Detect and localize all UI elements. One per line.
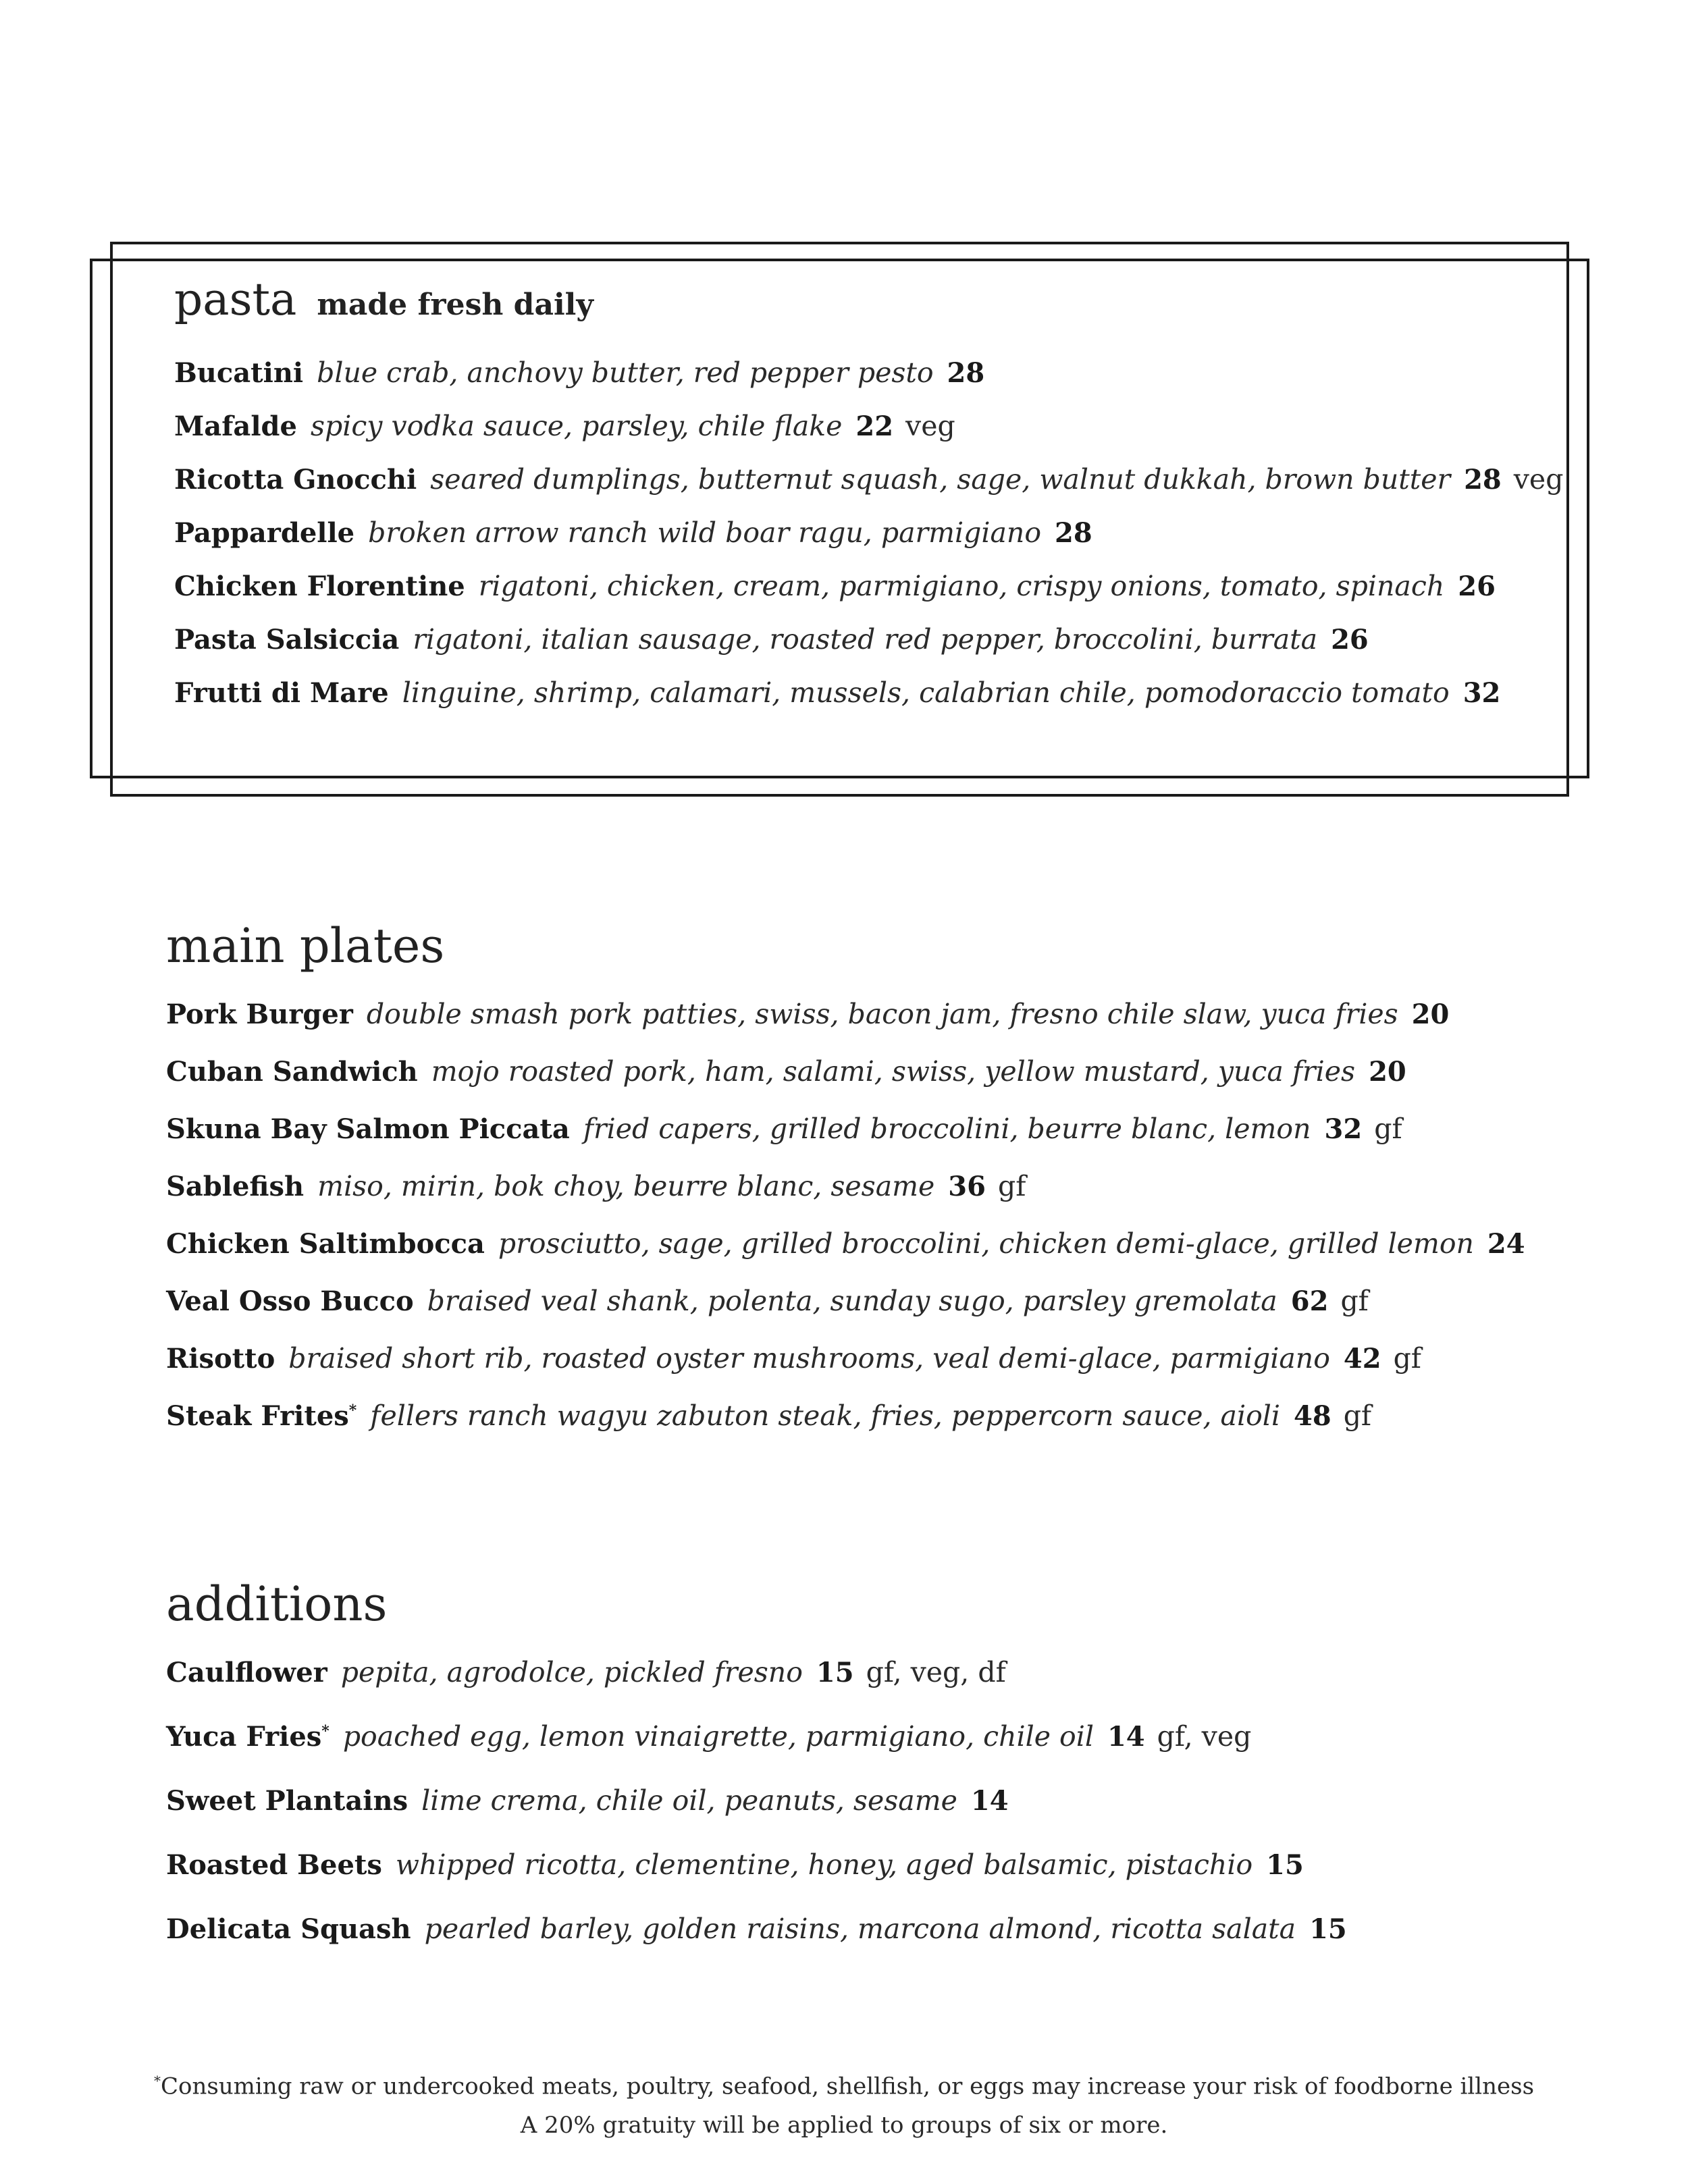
menu-item	[166, 1784, 1347, 1817]
item-name: Pork Burger	[166, 998, 353, 1030]
menu-item	[166, 1720, 1347, 1753]
section-title: main plates	[166, 918, 445, 974]
menu-item	[174, 356, 1563, 389]
item-name: Sweet Plantains	[166, 1785, 408, 1817]
item-name: Delicata Squash	[166, 1913, 411, 1945]
menu-item	[174, 572, 1563, 600]
item-name: Pappardelle	[174, 517, 355, 549]
item-tags: gf, veg, df	[866, 1656, 1006, 1688]
item-description: linguine, shrimp, calamari, mussels, calabrian chile, pomodoraccio tomato	[402, 676, 1450, 709]
menu-item	[166, 1227, 1525, 1260]
menu-item	[166, 1915, 1347, 1943]
item-price: 24	[1487, 1228, 1525, 1260]
item-price: 62	[1290, 1285, 1329, 1317]
item-name: Skuna Bay Salmon Piccata	[166, 1113, 570, 1145]
item-name: Ricotta Gnocchi	[174, 464, 417, 496]
menu-item	[166, 1342, 1525, 1375]
item-price: 20	[1369, 1056, 1406, 1088]
pasta-heading	[174, 273, 1563, 325]
item-name: Veal Osso Bucco	[166, 1285, 414, 1317]
menu-item	[166, 1055, 1525, 1088]
menu-item	[166, 998, 1525, 1030]
raw-warning-asterisk: *	[321, 1722, 329, 1740]
menu-item	[174, 676, 1563, 709]
disclaimer-text: Consuming raw or undercooked meats, poultry, seafood, shellfish, or eggs may increase your risk of foodborne illness	[160, 2073, 1535, 2100]
item-description: prosciutto, sage, grilled broccolini, chicken demi-glace, grilled lemon	[498, 1227, 1474, 1260]
item-name: Mafalde	[174, 410, 297, 442]
menu-item	[166, 1287, 1525, 1315]
item-price: 22	[855, 410, 894, 442]
item-price: 28	[1055, 517, 1092, 549]
menu-item	[166, 1115, 1525, 1143]
item-description: fried capers, grilled broccolini, beurre blanc, lemon	[583, 1113, 1311, 1145]
menu-item	[174, 412, 1563, 440]
item-price: 14	[1107, 1721, 1145, 1753]
item-price: 36	[948, 1171, 986, 1202]
item-tags: gf	[1343, 1400, 1372, 1432]
additions-heading	[166, 1576, 1347, 1632]
menu-item	[166, 1170, 1525, 1202]
item-name: Pasta Salsiccia	[174, 624, 400, 656]
item-name: Risotto	[166, 1343, 275, 1375]
item-name: Roasted Beets	[166, 1849, 382, 1881]
menu-item	[174, 516, 1563, 549]
raw-warning-asterisk: *	[348, 1402, 357, 1420]
item-description: lime crema, chile oil, peanuts, sesame	[421, 1784, 957, 1817]
item-name: Yuca Fries	[166, 1721, 322, 1753]
item-description: pearled barley, golden raisins, marcona almond, ricotta salata	[424, 1913, 1296, 1945]
menu-item	[174, 463, 1564, 496]
item-name: Chicken Saltimbocca	[166, 1228, 485, 1260]
item-description: rigatoni, chicken, cream, parmigiano, crispy onions, tomato, spinach	[478, 570, 1445, 602]
item-price: 14	[970, 1785, 1009, 1817]
item-description: miso, mirin, bok choy, beurre blanc, sesame	[317, 1170, 935, 1202]
item-price: 26	[1458, 570, 1496, 602]
item-description: mojo roasted pork, ham, salami, swiss, yellow mustard, yuca fries	[431, 1055, 1356, 1088]
item-description: pepita, agrodolce, pickled fresno	[340, 1656, 803, 1688]
item-tags: gf	[1340, 1285, 1369, 1317]
item-name: Frutti di Mare	[174, 677, 389, 709]
item-price: 32	[1324, 1113, 1363, 1145]
item-price: 48	[1294, 1400, 1331, 1432]
section-title: additions	[166, 1576, 388, 1632]
menu-item	[166, 1656, 1347, 1688]
item-price: 32	[1462, 677, 1501, 709]
item-name: Chicken Florentine	[174, 570, 465, 602]
item-name: Steak Frites	[166, 1400, 349, 1432]
item-description: blue crab, anchovy butter, red pepper pesto	[317, 356, 934, 389]
foodborne-illness-disclaimer	[0, 2073, 1688, 2100]
item-description: rigatoni, italian sausage, roasted red pepper, broccolini, burrata	[413, 623, 1318, 656]
menu-item	[174, 623, 1563, 656]
section-title: pasta	[174, 273, 297, 325]
main-plates-heading	[166, 918, 1525, 974]
item-description: whipped ricotta, clementine, honey, aged balsamic, pistachio	[395, 1848, 1253, 1881]
additions-section	[166, 1576, 1347, 1943]
item-price: 28	[1464, 464, 1502, 496]
menu-item	[166, 1402, 1525, 1430]
item-price: 42	[1343, 1343, 1381, 1375]
item-name: Sablefish	[166, 1171, 305, 1202]
footnote-asterisk: *	[153, 2073, 161, 2089]
item-tags: gf	[1393, 1342, 1421, 1375]
main-plates-list	[166, 998, 1525, 1432]
item-description: poached egg, lemon vinaigrette, parmigiano, chile oil	[342, 1720, 1094, 1753]
main-plates-section	[166, 918, 1525, 1430]
item-tags: veg	[905, 410, 955, 442]
gratuity-notice: A 20% gratuity will be applied to groups of six or more.	[520, 2112, 1168, 2139]
item-name: Cuban Sandwich	[166, 1056, 418, 1088]
item-price: 15	[1266, 1849, 1304, 1881]
pasta-list	[174, 356, 1564, 709]
additions-list	[166, 1656, 1347, 1945]
item-name: Bucatini	[174, 357, 304, 389]
item-description: spicy vodka sauce, parsley, chile flake	[310, 410, 843, 442]
item-description: broken arrow ranch wild boar ragu, parmigiano	[368, 516, 1042, 549]
section-subtitle: made fresh daily	[317, 288, 594, 322]
menu-item	[166, 1848, 1347, 1881]
pasta-section	[174, 273, 1563, 707]
item-description: braised veal shank, polenta, sunday sugo, parsley gremolata	[427, 1285, 1277, 1317]
item-tags: gf	[1374, 1113, 1402, 1145]
item-description: fellers ranch wagyu zabuton steak, fries, peppercorn sauce, aioli	[370, 1400, 1281, 1432]
item-price: 28	[947, 357, 985, 389]
item-price: 20	[1411, 998, 1450, 1030]
item-price: 26	[1331, 624, 1369, 656]
item-tags: gf, veg	[1157, 1720, 1252, 1753]
item-tags: veg	[1513, 463, 1564, 496]
item-description: double smash pork patties, swiss, bacon jam, fresno chile slaw, yuca fries	[366, 998, 1398, 1030]
item-description: seared dumplings, butternut squash, sage, walnut dukkah, brown butter	[430, 463, 1451, 496]
item-name: Caulflower	[166, 1657, 327, 1688]
item-tags: gf	[997, 1170, 1026, 1202]
item-description: braised short rib, roasted oyster mushrooms, veal demi-glace, parmigiano	[288, 1342, 1330, 1375]
item-price: 15	[1309, 1913, 1347, 1945]
item-price: 15	[816, 1657, 854, 1688]
